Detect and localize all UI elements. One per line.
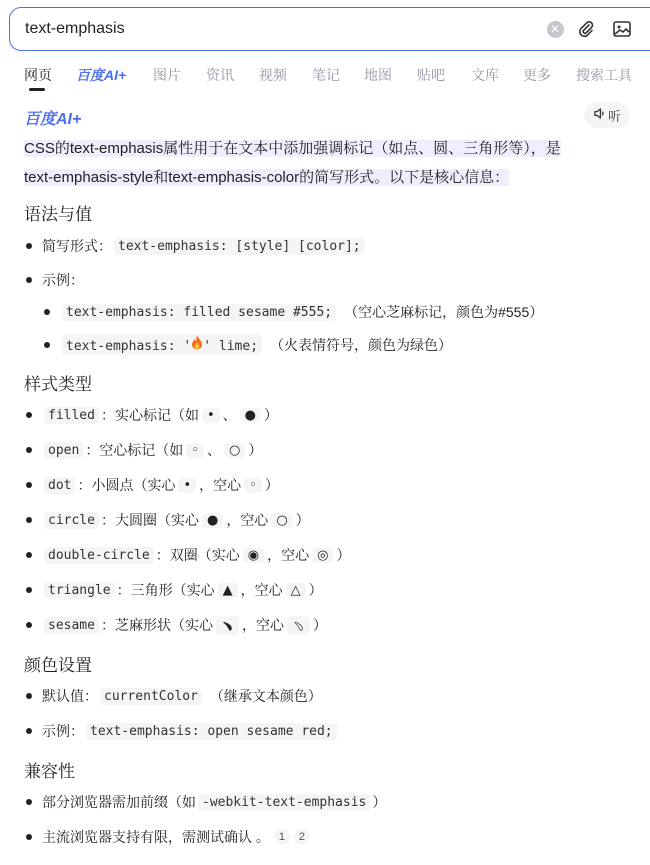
bullet [26,412,32,418]
search-tabs [24,65,650,95]
bullet [44,342,50,348]
symbol-filled-double-circle: ◉ [243,548,264,563]
symbol-filled-dot: • [178,478,196,493]
symbol-open-dot: ◦ [186,443,204,458]
bullet [26,243,32,249]
bullet [26,799,32,805]
list-item-example-1: text-emphasis: filled sesame #555; （空心芝麻标记，颜色为#555） [44,302,543,322]
tab-web[interactable]: 网页 [24,67,52,83]
tab-news[interactable]: 资讯 [206,67,234,83]
bullet [26,622,32,628]
tab-notes[interactable]: 笔记 [312,67,340,83]
symbol-open-double-circle: ◎ [312,548,333,563]
bullet [26,482,32,488]
section-title-styles: 样式类型 [24,375,92,394]
tab-video[interactable]: 视频 [259,67,287,83]
list-item-example: 示例： [26,270,84,290]
list-item-prefix: 部分浏览器需加前缀（如 -webkit-text-emphasis ） [26,792,386,812]
bullet [26,587,32,593]
tab-ai[interactable]: 百度AI+ [76,67,127,83]
tab-tieba[interactable]: 贴吧 [417,67,445,83]
tab-search-tools[interactable]: 搜索工具 [576,67,632,83]
list-item-style-filled: filled ：实心标记（如 • 、 ● ） [26,405,278,425]
list-item-style-sesame: sesame ：芝麻形状（实心 ﹅ ，空心 ﹆ ） [26,615,327,635]
bullet [26,834,32,840]
symbol-filled-circle: ● [202,513,223,528]
symbol-filled-circle: ● [240,408,261,423]
symbol-small-dot: • [202,408,220,423]
symbol-filled-triangle: ▲ [218,583,238,598]
code-color-example: text-emphasis: open sesame red; [86,723,337,740]
code-example-2: text-emphasis: ' ' lime; [62,334,262,355]
tab-wenku[interactable]: 文库 [471,67,499,83]
list-item-example-2: text-emphasis: ' ' lime; （火表情符号，颜色为绿色） [44,334,452,355]
bullet [26,693,32,699]
section-title-syntax: 语法与值 [24,205,92,224]
list-item-style-double-circle: double-circle ：双圈（实心 ◉ ，空心 ◎ ） [26,545,350,565]
list-item-shorthand: 简写形式： text-emphasis: [style] [color]; [26,236,367,256]
code-current-color: currentColor [100,688,202,705]
image-search-icon[interactable] [611,18,633,40]
tab-more[interactable]: 更多 [523,67,551,83]
listen-button[interactable] [584,102,630,128]
list-item-default-color: 默认值： currentColor （继承文本颜色） [26,686,322,706]
search-input[interactable]: text-emphasis [25,20,125,37]
citation-1[interactable]: 1 [274,829,290,845]
code-shorthand: text-emphasis: [style] [color]; [114,238,365,255]
section-title-compat: 兼容性 [24,762,75,781]
bullet [26,447,32,453]
symbol-open-dot: ◦ [244,478,262,493]
tab-map[interactable]: 地图 [364,67,392,83]
list-item-style-circle: circle ：大圆圈（实心 ● ，空心 ○ ） [26,510,310,530]
clear-icon[interactable]: ✕ [544,18,566,40]
list-item-style-dot: dot ：小圆点（实心 • ，空心 ◦ ） [26,475,279,495]
bullet [26,728,32,734]
symbol-open-sesame: ﹆ [287,616,310,635]
baidu-ai-logo: 百度AI+ [24,111,82,128]
symbol-open-circle: ○ [224,443,245,458]
ai-answer [24,134,634,192]
search-box[interactable] [9,7,650,51]
list-item-style-triangle: triangle ：三角形（实心 ▲ ，空心 △ ） [26,580,323,600]
code-webkit-prefix: -webkit-text-emphasis [198,794,370,811]
section-title-color: 颜色设置 [24,656,92,675]
paperclip-icon[interactable] [575,18,597,40]
fire-emoji-icon [191,335,203,354]
bullet [44,309,50,315]
intro-line-1: CSS的text-emphasis属性用于在文本中添加强调标记（如点、圆、三角形等），是 [24,140,561,157]
list-item-style-open: open ：空心标记（如 ◦ 、 ○ ） [26,440,262,460]
symbol-open-triangle: △ [286,583,306,598]
list-item-support: 主流浏览器支持有限，需测试确认 。 1 2 [26,827,310,847]
bullet [26,277,32,283]
symbol-filled-sesame: ﹅ [216,616,239,635]
bullet [26,517,32,523]
listen-label: 听 [607,108,621,124]
code-example-1: text-emphasis: filled sesame #555; [62,304,336,321]
tab-images[interactable]: 图片 [153,67,181,83]
list-item-color-example: 示例： text-emphasis: open sesame red; [26,721,339,741]
symbol-open-circle: ○ [271,513,292,528]
citation-2[interactable]: 2 [294,829,310,845]
speaker-icon [593,107,606,123]
bullet [26,552,32,558]
intro-line-2: text-emphasis-style和text-emphasis-color的简写形式。以下是核心信息： [24,169,510,186]
